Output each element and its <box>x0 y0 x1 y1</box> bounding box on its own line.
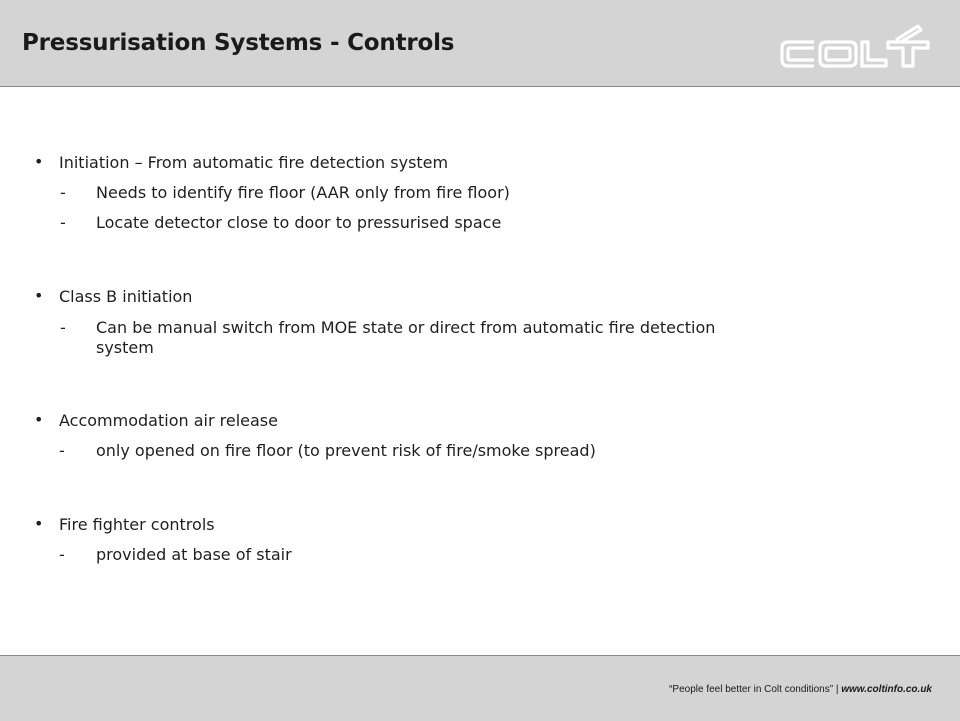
sub-item-identify-fire-floor: Needs to identify fire floor (AAR only from fire floor) <box>96 183 510 202</box>
page-title: Pressurisation Systems - Controls <box>22 30 455 56</box>
sub-item-locate-detector: Locate detector close to door to pressurised space <box>96 213 502 232</box>
dash-marker: - <box>59 545 65 564</box>
footer-tagline <box>669 684 932 695</box>
header-bar <box>0 0 960 87</box>
bullet-initiation: Initiation – From automatic fire detection system <box>59 153 449 172</box>
sub-item-base-of-stair: provided at base of stair <box>96 545 292 564</box>
bullet-marker: • <box>34 286 44 305</box>
footer-slogan: “People feel better in Colt conditions” <box>669 684 834 695</box>
sub-item-fire-floor-only: only opened on fire floor (to prevent risk of fire/smoke spread) <box>96 441 596 460</box>
dash-marker: - <box>59 441 65 460</box>
bullet-class-b-initiation: Class B initiation <box>59 287 193 306</box>
colt-logo-icon <box>778 22 934 74</box>
sub-item-manual-switch: Can be manual switch from MOE state or direct from automatic fire detection system <box>96 318 716 357</box>
bullet-marker: • <box>34 410 44 429</box>
footer-url-link[interactable]: www.coltinfo.co.uk <box>841 684 932 695</box>
footer-bar <box>0 655 960 721</box>
bullet-marker: • <box>34 514 44 533</box>
dash-marker: - <box>60 318 66 337</box>
bullet-fire-fighter-controls: Fire fighter controls <box>59 515 215 534</box>
bullet-marker: • <box>34 152 44 171</box>
bullet-accommodation-air-release: Accommodation air release <box>59 411 278 430</box>
footer-separator: | <box>835 684 839 695</box>
dash-marker: - <box>60 213 66 232</box>
dash-marker: - <box>60 183 66 202</box>
